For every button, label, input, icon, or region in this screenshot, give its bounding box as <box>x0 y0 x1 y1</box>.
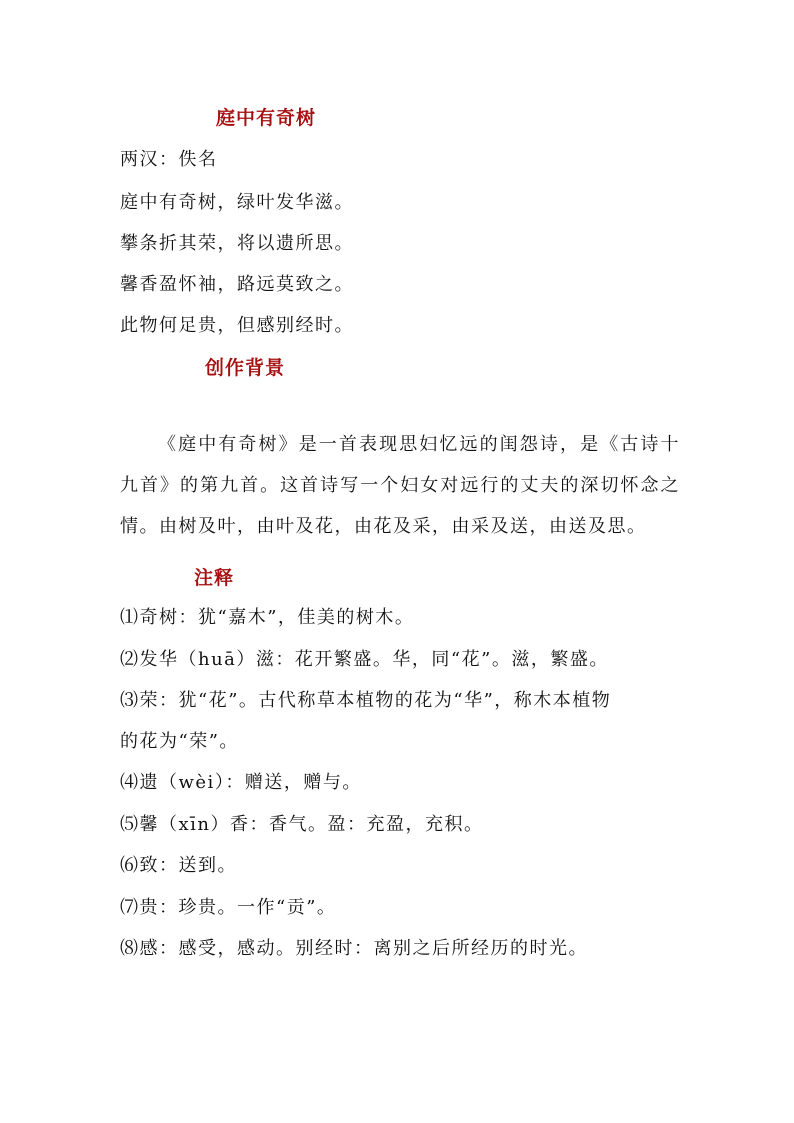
background-paragraph <box>120 424 680 547</box>
background-heading: 创作背景 <box>205 357 286 379</box>
note-item: ⑺贵：珍贵。一作“贡”。 <box>120 897 337 918</box>
note-item: ⑹致：送到。 <box>120 855 237 876</box>
note-item: ⑵发华（huā）滋：花开繁盛。华，同“花”。滋，繁盛。 <box>120 649 609 670</box>
note-item: ⑸馨（xīn）香：香气。盈：充盈，充积。 <box>120 814 484 835</box>
notes-heading: 注释 <box>194 567 235 589</box>
poem-line: 馨香盈怀袖，路远莫致之。 <box>120 274 354 295</box>
poem-line: 攀条折其荣，将以遗所思。 <box>120 233 354 254</box>
background-text: 《庭中有奇树》是一首表现思妇忆远的闺怨诗，是《古诗十九首》的第九首。这首诗写一个妇女对远行的丈夫的深切怀念之情。由树及叶，由叶及花，由花及采，由采及送，由送及思。 <box>120 434 680 537</box>
note-item: 的花为“荣”。 <box>120 731 239 752</box>
poem-title: 庭中有奇树 <box>216 107 317 129</box>
note-item: ⑷遗（wèi）：赠送，赠与。 <box>120 772 362 793</box>
poem-author: 两汉：佚名 <box>120 149 218 170</box>
note-item: ⑴奇树：犹“嘉木”，佳美的树木。 <box>120 607 415 628</box>
poem-line: 此物何足贵，但感别经时。 <box>120 315 354 336</box>
poem-line: 庭中有奇树，绿叶发华滋。 <box>120 192 354 213</box>
note-item: ⑶荣：犹“花”。古代称草本植物的花为“华”，称木本植物 <box>120 690 612 711</box>
note-item: ⑻感：感受，感动。别经时：离别之后所经历的时光。 <box>120 938 588 959</box>
